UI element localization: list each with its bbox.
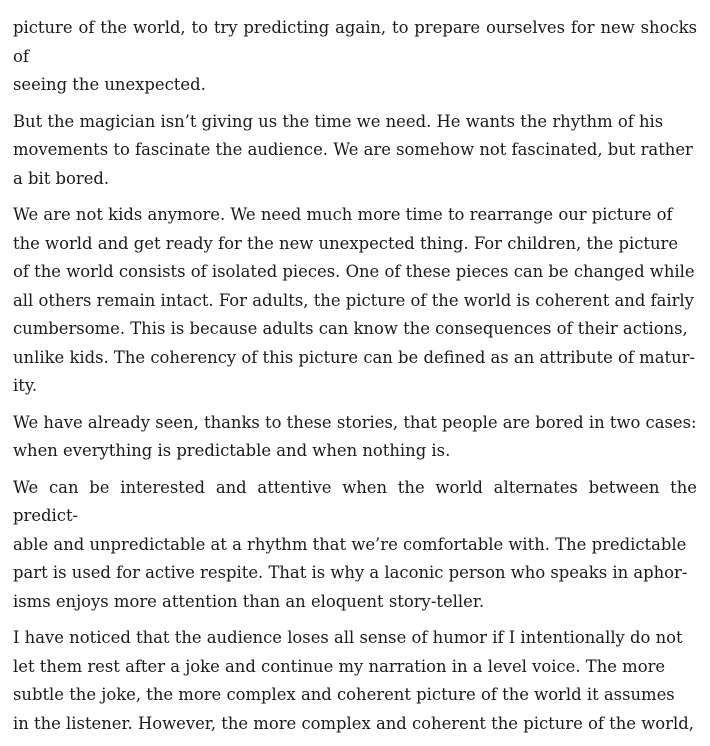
paragraph-predictable: We can be interested and attentive when the world alternates between the predict- able and unpredictable at a rhythm that we’re comfortable with. The predictable part is used for active respite. That is why a laconic person who speaks in aphor- isms enjoys more attention than an eloquent story-teller. — [13, 477, 697, 611]
paragraph-not-kids: We are not kids anymore. We need much more time to rearrange our picture of the world and get ready for the new unexpected thing. For children, the picture of the world consists of isolated pieces. One of these pieces can be changed while all others remain intact. For adults, the picture of the world is coherent and fairly cumbersome. This is because adults can know the consequences of their actions, unlike kids. The coherency of this picture can be defined as an attribute of matur- ity. — [13, 205, 696, 395]
paragraph-humor: I have noticed that the audience loses all sense of humor if I intentionally do not let them rest after a joke and continue my narration in a level voice. The more subtle the joke, the more complex and coherent picture of the world it assumes in the listener. However, the more complex and coherent the picture of the world, — [13, 628, 694, 733]
document-page — [13, 14, 697, 746]
paragraph-continuation: picture of the world, to try predicting again, to prepare ourselves for new shocks of seeing the unexpected. — [13, 18, 697, 94]
paragraph-magician: But the magician isn’t giving us the time we need. He wants the rhythm of his movements to fascinate the audience. We are somehow not fascinated, but rather a bit bored. — [13, 111, 693, 188]
paragraph-bored-cases: We have already seen, thanks to these stories, that people are bored in two cases: when everything is predictable and when nothing is. — [13, 412, 697, 460]
